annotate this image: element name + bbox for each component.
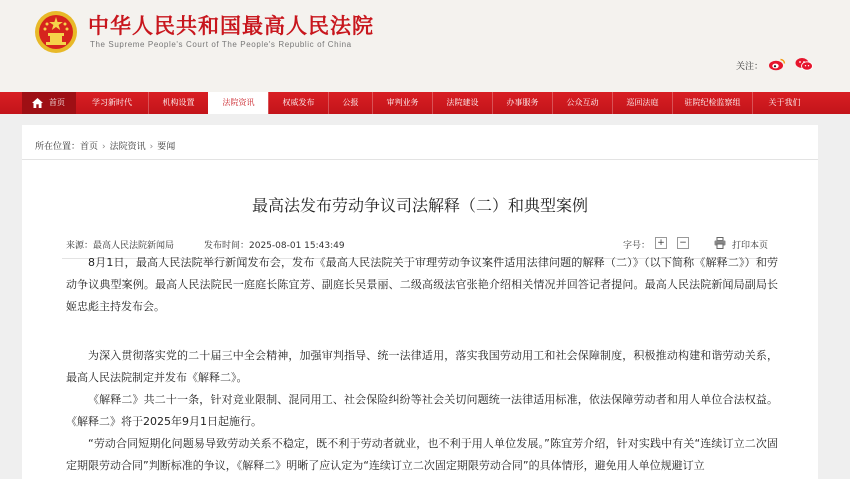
- nav-item-court-building[interactable]: 法院建设: [432, 92, 492, 114]
- breadcrumb-court-news[interactable]: 法院资讯: [109, 142, 146, 152]
- font-decrease-button[interactable]: −: [677, 237, 689, 249]
- print-page-link[interactable]: 打印本页: [732, 241, 769, 251]
- nav-home[interactable]: [22, 92, 76, 114]
- nav-item-services[interactable]: 办事服务: [492, 92, 552, 114]
- site-title[interactable]: 中华人民共和国最高人民法院: [88, 14, 374, 38]
- nav-item-discipline-inspection[interactable]: 驻院纪检监察组: [672, 92, 752, 114]
- article-title: 最高法发布劳动争议司法解释（二）和典型案例: [251, 196, 588, 215]
- nav-item-court-news[interactable]: 法院资讯: [208, 92, 268, 114]
- nav-item-gazette[interactable]: 公报: [328, 92, 372, 114]
- printer-icon[interactable]: [714, 237, 726, 249]
- article-paragraph: 《解释二》共二十一条，针对竞业限制、混同用工、社会保险纠纷等社会关切问题统一法律适用标准，依法保障劳动者和用人单位合法权益。《解释二》将于2025年9月1日起施行。: [66, 393, 778, 428]
- breadcrumb: [35, 139, 175, 152]
- main-nav: [0, 92, 850, 114]
- article-panel: [22, 125, 818, 479]
- site-subtitle: The Supreme People's Court of The People's Republic of China: [90, 40, 352, 49]
- article-paragraph: 8月1日，最高人民法院举行新闻发布会，发布《最高人民法院关于审理劳动争议案件适用法律问题的解释（二）》（以下简称《解释二》）和劳动争议典型案例。最高人民法院民一庭庭长陈宜芳、副庭长吴景丽、二级高级法官张艳介绍相关情况并回答记者提问。最高人民法院新闻局副局长姬忠彪主持发布会。: [66, 256, 778, 313]
- article-paragraph: 为深入贯彻落实党的二十届三中全会精神，加强审判指导、统一法律适用，落实我国劳动用工和社会保障制度，积极推动构建和谐劳动关系，最高人民法院制定并发布《解释二》。: [66, 349, 778, 384]
- nav-home-label: 首页: [49, 98, 65, 107]
- nav-item-organization[interactable]: 机构设置: [148, 92, 208, 114]
- site-header: [0, 0, 850, 92]
- home-icon: [32, 98, 43, 108]
- font-increase-button[interactable]: +: [655, 237, 667, 249]
- nav-item-circuit-courts[interactable]: 巡回法庭: [612, 92, 672, 114]
- divider: [22, 159, 818, 160]
- article-paragraph: “劳动合同短期化问题易导致劳动关系不稳定，既不利于劳动者就业，也不利于用人单位发展。”陈宜芳介绍，针对实践中有关“连续订立二次固定期限劳动合同”判断标准的争议，《解释二》明晰了应认定为“连续订立二次固定期限劳动合同”的具体情形，避免用人单位规避订立: [66, 437, 778, 472]
- article-source: 来源：最高人民法院新闻局: [66, 241, 175, 251]
- font-size-label: 字号：: [623, 241, 651, 251]
- national-emblem-icon[interactable]: [34, 10, 78, 54]
- breadcrumb-headlines[interactable]: 要闻: [157, 142, 176, 152]
- nav-item-public-interaction[interactable]: 公众互动: [552, 92, 612, 114]
- breadcrumb-home[interactable]: 首页: [80, 142, 99, 152]
- breadcrumb-separator: ›: [102, 142, 106, 152]
- nav-item-about-us[interactable]: 关于我们: [752, 92, 816, 114]
- breadcrumb-separator: ›: [149, 142, 154, 152]
- breadcrumb-prefix: 所在位置：: [35, 142, 81, 152]
- nav-item-trial-business[interactable]: 审判业务: [372, 92, 432, 114]
- nav-item-study[interactable]: 学习新时代: [92, 98, 132, 107]
- weibo-icon[interactable]: [768, 57, 786, 71]
- wechat-icon[interactable]: [795, 57, 813, 71]
- nav-item-authoritative-release[interactable]: 权威发布: [268, 92, 328, 114]
- follow-label: 关注：: [736, 62, 764, 72]
- article-publish-time: 发布时间：2025-08-01 15:43:49: [204, 241, 345, 251]
